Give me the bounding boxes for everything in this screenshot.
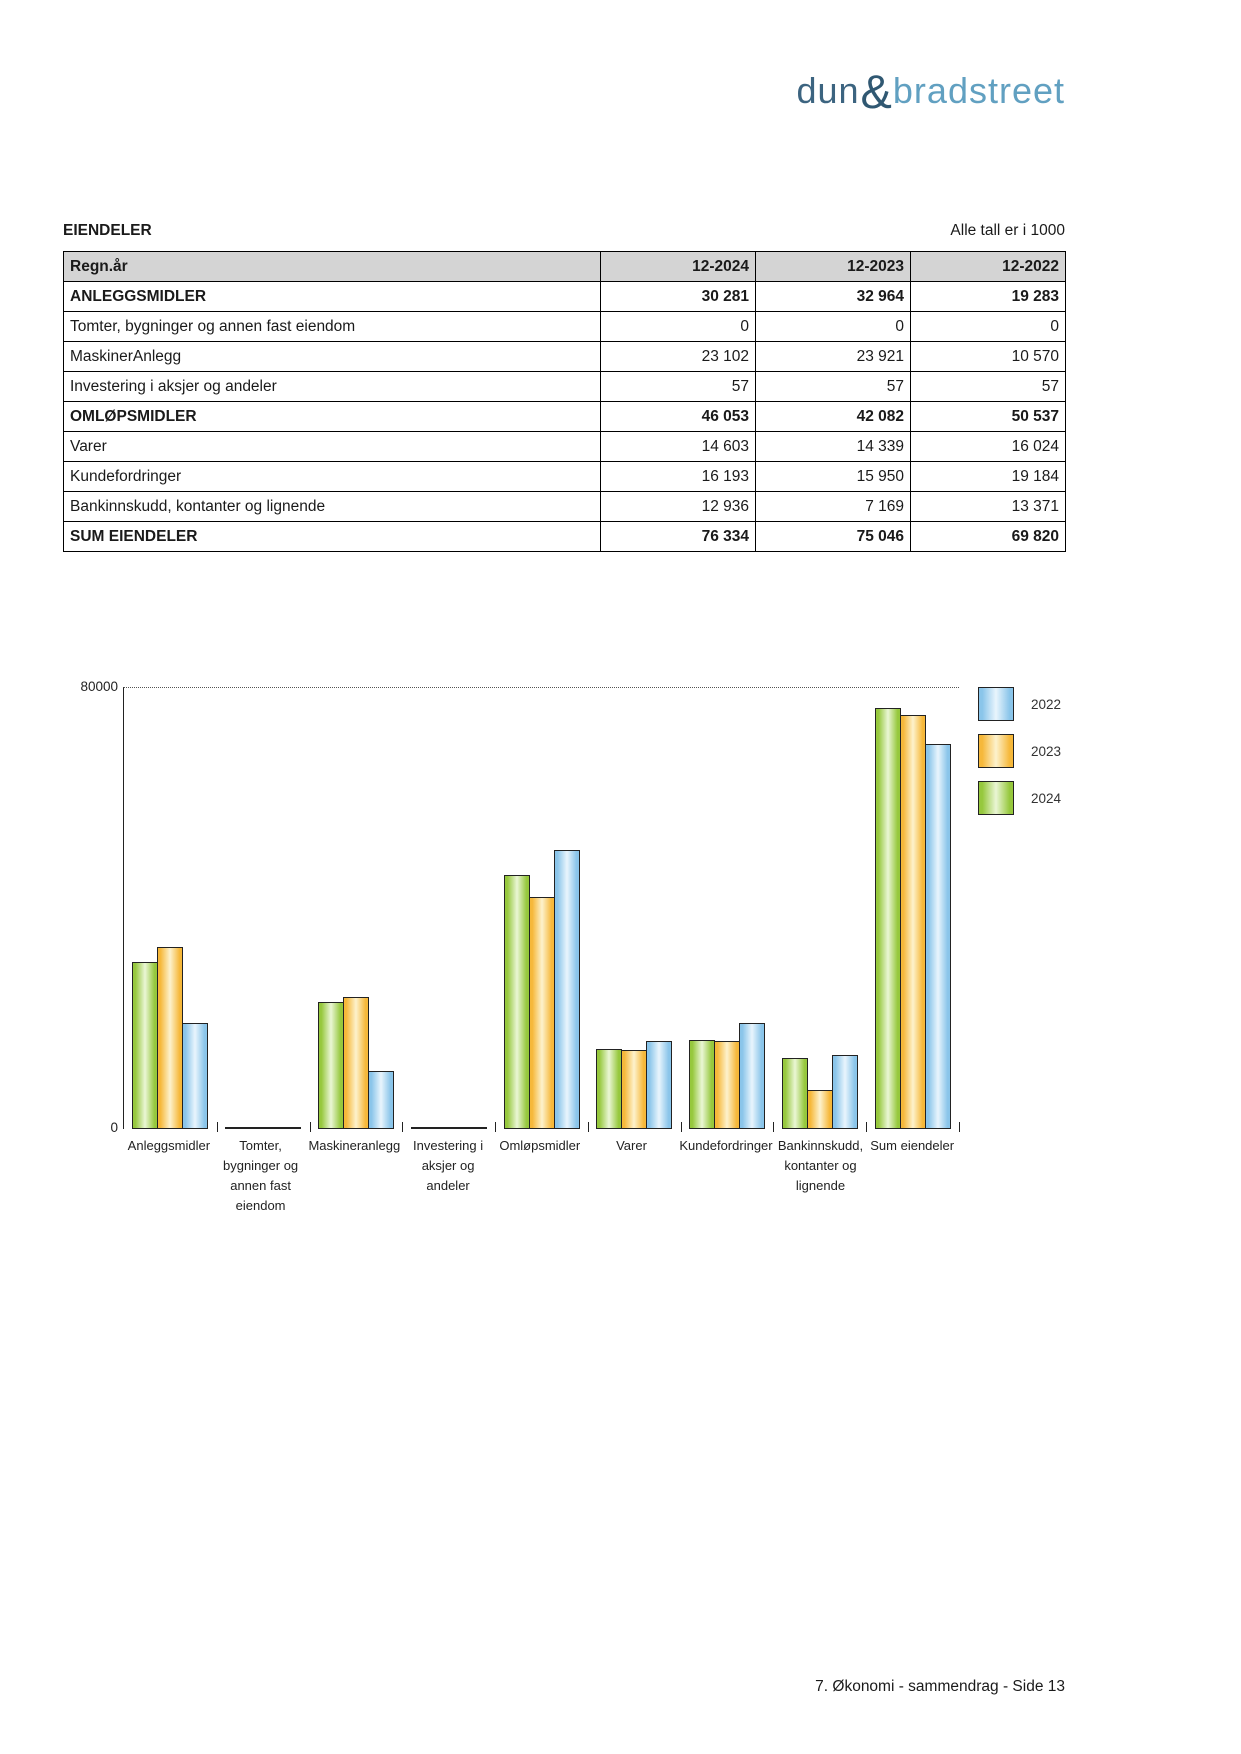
cell: 10 570 — [911, 342, 1066, 372]
y-axis-tick-80000: 80000 — [80, 679, 118, 694]
x-axis-tick — [495, 1122, 496, 1132]
bar-2022 — [925, 744, 951, 1129]
y-axis-tick-0: 0 — [110, 1120, 118, 1135]
legend-swatch-2024 — [978, 781, 1014, 815]
cell: 23 102 — [601, 342, 756, 372]
cell: 69 820 — [911, 522, 1066, 552]
col-header-2023: 12-2023 — [756, 252, 911, 282]
row-label: SUM EIENDELER — [64, 522, 601, 552]
legend-swatch-2023 — [978, 734, 1014, 768]
cell: 57 — [911, 372, 1066, 402]
cell: 57 — [601, 372, 756, 402]
bar-group-8 — [773, 1055, 866, 1129]
x-axis-label: Kundefordringer — [679, 1138, 773, 1153]
table-row — [64, 282, 1066, 312]
table-row — [64, 462, 1066, 492]
bar-2023 — [900, 715, 926, 1129]
bar-2022 — [461, 1127, 487, 1129]
bar-2024 — [875, 708, 901, 1129]
bar-2023 — [436, 1127, 462, 1129]
bar-group-5 — [495, 850, 588, 1129]
table-row — [64, 312, 1066, 342]
bar-2023 — [529, 897, 555, 1129]
x-axis-tick — [681, 1122, 682, 1132]
dun-bradstreet-logo — [796, 65, 1065, 118]
x-axis-label: Sum eiendeler — [870, 1138, 955, 1153]
bar-2022 — [368, 1071, 394, 1129]
bar-2022 — [832, 1055, 858, 1129]
bar-group-2 — [217, 1127, 310, 1129]
x-axis-tick — [402, 1122, 403, 1132]
row-label: Bankinnskudd, kontanter og lignende — [64, 492, 601, 522]
bar-2024 — [782, 1058, 808, 1129]
x-axis-label: Investering i aksjer og andeler — [413, 1138, 484, 1193]
table-row — [64, 492, 1066, 522]
chart-legend — [978, 687, 1061, 828]
cell: 0 — [756, 312, 911, 342]
logo-text-dun: dun — [796, 70, 860, 111]
bar-2022 — [182, 1023, 208, 1129]
x-axis-label: Bankinnskudd, kontanter og lignende — [777, 1138, 864, 1193]
bar-2023 — [714, 1041, 740, 1129]
row-label: ANLEGGSMIDLER — [64, 282, 601, 312]
bar-group-3 — [310, 997, 403, 1129]
row-label: Kundefordringer — [64, 462, 601, 492]
bar-2022 — [554, 850, 580, 1129]
cell: 12 936 — [601, 492, 756, 522]
bar-2024 — [689, 1040, 715, 1129]
table-row — [64, 402, 1066, 432]
x-axis-tick — [217, 1122, 218, 1132]
cell: 0 — [601, 312, 756, 342]
x-axis-label: Tomter, bygninger og annen fast eiendom — [222, 1138, 299, 1213]
table-row — [64, 432, 1066, 462]
bar-group-7 — [681, 1023, 774, 1129]
bar-groups-container — [124, 688, 959, 1129]
bar-2024 — [132, 962, 158, 1129]
cell: 7 169 — [756, 492, 911, 522]
cell: 14 603 — [601, 432, 756, 462]
bar-group-1 — [124, 947, 217, 1129]
cell: 57 — [756, 372, 911, 402]
col-header-2022: 12-2022 — [911, 252, 1066, 282]
x-axis-label: Anleggsmidler — [127, 1138, 211, 1153]
bar-2024 — [411, 1127, 437, 1129]
bar-2022 — [275, 1127, 301, 1129]
cell: 0 — [911, 312, 1066, 342]
cell: 32 964 — [756, 282, 911, 312]
cell: 50 537 — [911, 402, 1066, 432]
bar-2023 — [621, 1050, 647, 1129]
cell: 19 184 — [911, 462, 1066, 492]
bar-2024 — [504, 875, 530, 1129]
cell: 42 082 — [756, 402, 911, 432]
legend-item-2022 — [978, 687, 1061, 721]
legend-item-2023 — [978, 734, 1061, 768]
row-label: Investering i aksjer og andeler — [64, 372, 601, 402]
bar-group-9 — [866, 708, 959, 1129]
legend-label: 2024 — [1031, 790, 1062, 806]
bar-2024 — [225, 1127, 251, 1129]
bar-group-6 — [588, 1041, 681, 1129]
x-axis-tick — [959, 1122, 960, 1132]
page-footer: 7. Økonomi - sammendrag - Side 13 — [815, 1678, 1065, 1695]
row-label: OMLØPSMIDLER — [64, 402, 601, 432]
cell: 76 334 — [601, 522, 756, 552]
bar-2023 — [157, 947, 183, 1129]
bar-2023 — [807, 1090, 833, 1130]
row-label: MaskinerAnlegg — [64, 342, 601, 372]
x-axis-tick — [588, 1122, 589, 1132]
bar-2023 — [343, 997, 369, 1129]
assets-table — [63, 251, 1066, 552]
legend-item-2024 — [978, 781, 1061, 815]
legend-label: 2022 — [1031, 696, 1062, 712]
col-header-regnar: Regn.år — [64, 252, 601, 282]
cell: 13 371 — [911, 492, 1066, 522]
row-label: Tomter, bygninger og annen fast eiendom — [64, 312, 601, 342]
bar-2024 — [596, 1049, 622, 1130]
row-label: Varer — [64, 432, 601, 462]
x-axis-labels — [123, 1136, 958, 1216]
x-axis-tick — [866, 1122, 867, 1132]
x-axis-label: Varer — [616, 1138, 647, 1153]
bar-chart-plot-area — [123, 687, 959, 1129]
cell: 15 950 — [756, 462, 911, 492]
table-row — [64, 372, 1066, 402]
cell: 30 281 — [601, 282, 756, 312]
bar-2022 — [646, 1041, 672, 1129]
cell: 46 053 — [601, 402, 756, 432]
cell: 16 024 — [911, 432, 1066, 462]
bar-2022 — [739, 1023, 765, 1129]
x-axis-label: Omløpsmidler — [499, 1138, 581, 1153]
x-axis-tick — [310, 1122, 311, 1132]
bar-2023 — [250, 1127, 276, 1129]
units-note: Alle tall er i 1000 — [950, 222, 1065, 239]
table-row — [64, 522, 1066, 552]
bar-2024 — [318, 1002, 344, 1129]
cell: 14 339 — [756, 432, 911, 462]
legend-label: 2023 — [1031, 743, 1062, 759]
bar-group-4 — [402, 1127, 495, 1129]
table-row — [64, 342, 1066, 372]
section-title: EIENDELER — [63, 222, 152, 239]
table-header-row — [64, 252, 1066, 282]
x-axis-tick — [773, 1122, 774, 1132]
cell: 19 283 — [911, 282, 1066, 312]
logo-text-bradstreet: bradstreet — [892, 70, 1065, 111]
cell: 16 193 — [601, 462, 756, 492]
ampersand-icon: & — [860, 65, 892, 118]
x-axis-label: Maskineranlegg — [308, 1138, 401, 1153]
cell: 75 046 — [756, 522, 911, 552]
cell: 23 921 — [756, 342, 911, 372]
col-header-2024: 12-2024 — [601, 252, 756, 282]
legend-swatch-2022 — [978, 687, 1014, 721]
